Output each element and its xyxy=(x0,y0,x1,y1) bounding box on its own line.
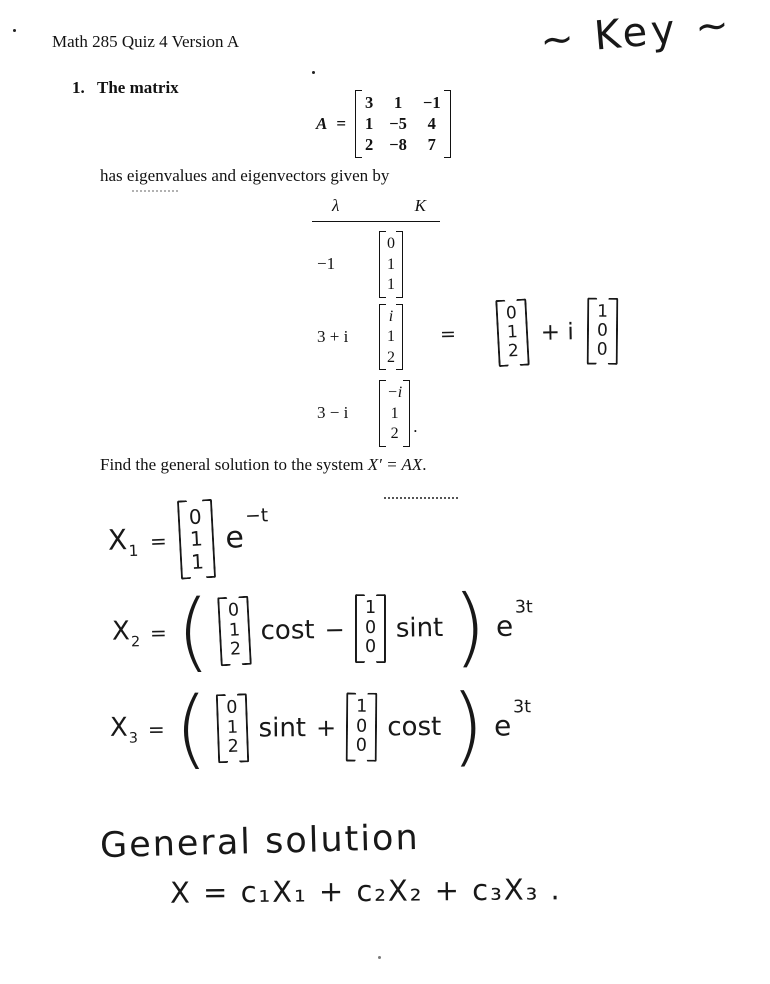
eigen-caption: has eigenvalues and eigenvectors given by xyxy=(100,166,390,185)
vector-entry: 1 xyxy=(387,276,395,294)
minus-operator: − xyxy=(324,615,345,644)
matrix-cell: 2 xyxy=(365,135,374,155)
vector-entry: 0 xyxy=(596,320,608,341)
variable-base: X xyxy=(111,616,131,647)
x3-cos-vector xyxy=(346,693,378,762)
matrix-cell: −1 xyxy=(422,93,441,112)
vector-entry: 1 xyxy=(387,255,395,273)
vector-entry: 1 xyxy=(189,526,204,552)
sin-term: sint xyxy=(258,712,307,744)
scan-artifact-dots xyxy=(132,190,178,192)
scan-speckle xyxy=(13,29,16,32)
handwritten-equals: = xyxy=(439,322,457,346)
scan-artifact-dots xyxy=(384,497,458,499)
eigenvector xyxy=(379,231,403,298)
question-math: X′ = AX xyxy=(367,455,423,474)
vector-entry: 0 xyxy=(187,504,202,530)
close-paren: ) xyxy=(452,576,487,677)
vector-entry: 2 xyxy=(507,341,520,362)
eigen-table-row xyxy=(312,304,440,371)
variable-subscript: 3 xyxy=(128,730,139,747)
vector-entry: 0 xyxy=(226,697,239,719)
handwritten-equals: = xyxy=(149,528,168,553)
vector-entry: 0 xyxy=(355,736,368,757)
matrix-cell: 3 xyxy=(365,93,374,112)
vector-entry: 1 xyxy=(364,598,376,619)
x1-variable xyxy=(107,523,138,562)
plus-operator: + xyxy=(315,713,337,742)
lambda-column-header: λ xyxy=(332,196,340,215)
eigenvalue: 3 − i xyxy=(317,403,349,423)
handwritten-equals: = xyxy=(147,717,165,742)
handwritten-real-vector xyxy=(495,299,529,368)
handwritten-equals: = xyxy=(149,620,167,645)
vector-entry: 1 xyxy=(596,301,608,322)
vector-entry: 0 xyxy=(356,716,368,737)
euler-e: e xyxy=(493,709,512,743)
eigen-table-row xyxy=(312,380,440,447)
x1-exponential xyxy=(224,505,270,556)
vector-entry: −i xyxy=(387,384,403,402)
solution-x1 xyxy=(107,497,270,582)
problem-number: 1. xyxy=(72,78,85,97)
vector-entry: 2 xyxy=(229,639,243,661)
scan-speckle xyxy=(378,956,381,959)
document-title: Math 285 Quiz 4 Version A xyxy=(52,32,240,51)
question-line xyxy=(100,455,427,475)
vector-entry: 2 xyxy=(227,737,240,758)
vector-entry: 2 xyxy=(390,425,399,443)
eigenvalue: −1 xyxy=(317,254,336,274)
euler-e: e xyxy=(495,609,514,644)
vector-entry: 0 xyxy=(364,637,376,658)
variable-subscript: 2 xyxy=(130,634,141,651)
vector-entry: 0 xyxy=(387,235,395,252)
exponent: 3t xyxy=(513,697,532,718)
vector-entry: 0 xyxy=(227,600,241,622)
x2-cos-vector xyxy=(218,596,253,666)
variable-subscript: 1 xyxy=(128,542,139,561)
x3-sin-vector xyxy=(216,694,250,764)
variable-base: X xyxy=(109,712,128,743)
question-period: . xyxy=(422,455,427,474)
equals-sign: = xyxy=(336,114,347,134)
matrix-cell: 1 xyxy=(393,93,403,112)
eigen-table-row xyxy=(312,231,440,298)
x2-sin-vector xyxy=(355,595,386,664)
variable-base: X xyxy=(107,522,128,557)
matrix-a-equation xyxy=(316,90,451,158)
vector-entry: 1 xyxy=(506,322,519,343)
vector-entry: i xyxy=(388,307,394,325)
eigenvalue: 3 + i xyxy=(317,326,349,346)
plus-i-term: + i xyxy=(540,318,574,346)
cos-term: cost xyxy=(387,711,442,743)
vector-entry: 2 xyxy=(387,348,395,366)
k-column-header: K xyxy=(414,196,426,215)
vector-entry: 0 xyxy=(505,303,518,324)
complex-eigenvector-split xyxy=(439,297,618,367)
close-paren: ) xyxy=(450,675,485,776)
key-annotation: ~ Key ~ xyxy=(538,1,735,65)
eigenvector xyxy=(379,304,403,371)
handwritten-imag-vector xyxy=(586,298,617,365)
matrix-cell: 1 xyxy=(365,114,374,134)
eigenvector xyxy=(379,380,410,447)
x3-variable xyxy=(110,712,138,746)
matrix-a xyxy=(355,90,451,158)
problem-intro: The matrix xyxy=(97,78,179,97)
solution-x3 xyxy=(109,675,532,779)
x3-exponential xyxy=(493,697,532,743)
vector-entry: 0 xyxy=(364,618,376,639)
solution-x2 xyxy=(111,576,533,682)
problem-statement xyxy=(72,78,179,98)
matrix-cell: 7 xyxy=(427,135,436,155)
vector-entry: 1 xyxy=(387,328,395,346)
vector-entry: 0 xyxy=(596,339,608,360)
open-paren: ( xyxy=(174,677,208,779)
cos-term: cost xyxy=(260,614,315,646)
eigen-table-header xyxy=(312,196,440,222)
x2-exponential xyxy=(495,597,534,644)
exponent: 3t xyxy=(514,597,533,618)
scan-speckle xyxy=(312,71,315,74)
matrix-cell: 4 xyxy=(427,114,436,134)
vector-entry: 1 xyxy=(228,620,242,641)
x2-variable xyxy=(112,616,141,651)
row-suffix: . xyxy=(413,416,418,436)
exponent: −t xyxy=(244,505,269,528)
vector-entry: 1 xyxy=(190,549,205,574)
euler-e: e xyxy=(224,520,245,556)
question-text: Find the general solution to the system xyxy=(100,455,368,474)
general-solution-equation: X = c₁X₁ + c₂X₂ + c₃X₃ . xyxy=(169,872,562,910)
eigen-table xyxy=(312,196,440,447)
matrix-cell: −8 xyxy=(389,135,407,155)
x1-vector xyxy=(177,499,216,580)
vector-entry: 1 xyxy=(227,717,239,738)
matrix-cell: −5 xyxy=(389,114,407,134)
general-solution-title: General solution xyxy=(99,817,421,867)
sin-term: sint xyxy=(395,612,444,644)
open-paren: ( xyxy=(175,580,211,682)
matrix-a-variable: A xyxy=(316,114,328,134)
vector-entry: 1 xyxy=(356,696,368,718)
vector-entry: 1 xyxy=(390,404,399,422)
